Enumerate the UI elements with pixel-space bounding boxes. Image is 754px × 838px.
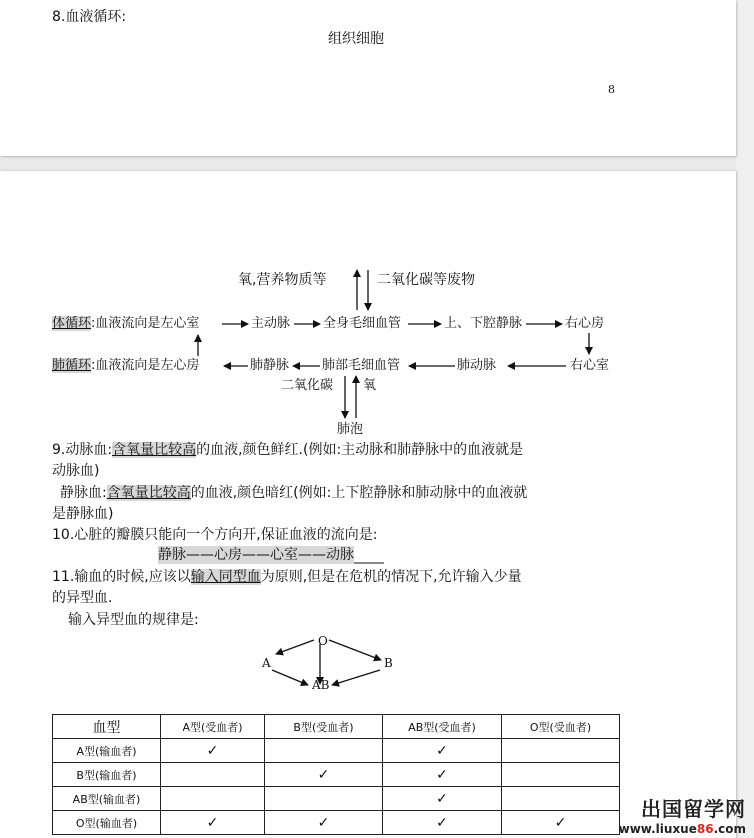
- waste-label: 二氧化碳等废物: [377, 272, 475, 288]
- p10-flow: 静脉——心房——心室——动脉: [158, 547, 354, 563]
- watermark-url-prefix: www.liuxue: [618, 822, 697, 836]
- pulmonary-end: :血液流向是左心房: [91, 358, 200, 373]
- watermark-url: [619, 822, 746, 836]
- right-atrium-label: 右心房: [565, 316, 605, 331]
- pulmonary-label: 肺循环: [52, 358, 92, 373]
- p11-line2: 的异型血.: [52, 590, 113, 606]
- row-label: AB型(输血者): [53, 787, 161, 811]
- header-cell: O型(受血者): [502, 715, 620, 739]
- oxygen-label: 氧: [363, 378, 377, 393]
- table-header-row: [53, 715, 620, 739]
- blood-type-a: A: [262, 656, 271, 670]
- p11-highlight: 输入同型血: [190, 569, 261, 585]
- p9-rest: 的血液,颜色鲜红.(例如:主动脉和肺静脉中的血液就是: [196, 442, 524, 458]
- watermark-url-num: 86: [696, 822, 714, 836]
- section-heading-8: 8.血液循环:: [52, 9, 127, 25]
- row-label: A型(输血者): [53, 739, 161, 763]
- table-cell: [502, 763, 620, 787]
- watermark-title: 出国留学网: [641, 797, 746, 821]
- lung-capillaries-label: 肺部毛细血管: [322, 358, 401, 373]
- page-number: 8: [608, 83, 615, 96]
- alveoli-label: 肺泡: [337, 422, 364, 437]
- table-row: [53, 787, 620, 811]
- arrow-b-ab: [332, 670, 380, 685]
- table-cell: ✓: [502, 811, 620, 835]
- p9-line1: [52, 441, 523, 459]
- p11-line1: [52, 568, 522, 586]
- table-cell: [161, 787, 265, 811]
- blood-type-ab: AB: [312, 678, 330, 692]
- transfusion-table: [52, 714, 620, 835]
- table-cell: ✓: [161, 811, 265, 835]
- p9b-highlight: 含氧量比较高: [106, 485, 191, 501]
- watermark-url-suffix: .com: [713, 822, 746, 836]
- p9b-line2: 是静脉血): [52, 506, 114, 522]
- p11-prefix: 11.输血的时候,应该以: [52, 569, 191, 585]
- table-cell: [265, 739, 383, 763]
- table-cell: ✓: [383, 739, 502, 763]
- table-cell: ✓: [265, 811, 383, 835]
- co2-label: 二氧化碳: [281, 378, 334, 393]
- systemic-start: :血液流向是左心室: [91, 316, 200, 331]
- row-label: O型(输血者): [53, 811, 161, 835]
- table-cell: ✓: [383, 811, 502, 835]
- pulmonary-vein-label: 肺静脉: [250, 358, 290, 373]
- blood-type-b: B: [384, 656, 393, 670]
- p11-rest: 为原则,但是在危机的情况下,允许输入少量: [260, 569, 522, 585]
- table-cell: ✓: [161, 739, 265, 763]
- arrow-o-b: [329, 640, 381, 660]
- header-cell: AB型(受血者): [383, 715, 502, 739]
- p9-line2: 动脉血): [52, 463, 100, 479]
- header-cell: B型(受血者): [265, 715, 383, 739]
- table-row: [53, 811, 620, 835]
- table-cell: [502, 787, 620, 811]
- row-label: B型(输血者): [53, 763, 161, 787]
- body-capillaries-label: 全身毛细血管: [323, 316, 402, 331]
- vena-cava-label: 上、下腔静脉: [444, 316, 523, 331]
- p9b-prefix: 静脉血:: [60, 485, 107, 501]
- arrow-o-a: [276, 640, 314, 654]
- p10-line: 10.心脏的瓣膜只能向一个方向开,保证血液的流向是:: [52, 527, 378, 543]
- aorta-label: 主动脉: [251, 316, 291, 331]
- arrow-a-ab: [272, 670, 308, 685]
- table-cell: ✓: [383, 787, 502, 811]
- pulmonary-artery-label: 肺动脉: [457, 358, 497, 373]
- nutrients-label: 氧,营养物质等: [238, 272, 327, 288]
- p11-rule: 输入异型血的规律是:: [68, 612, 199, 628]
- table-cell: [265, 787, 383, 811]
- table-cell: ✓: [383, 763, 502, 787]
- p9-highlight: 含氧量比较高: [112, 442, 197, 458]
- site-watermark: [619, 793, 746, 836]
- table-cell: ✓: [265, 763, 383, 787]
- blood-type-o: O: [318, 634, 328, 648]
- table-cell: [502, 739, 620, 763]
- right-ventricle-label: 右心室: [570, 358, 610, 373]
- systemic-label: 体循环: [52, 316, 92, 331]
- p9b-line1: [60, 484, 527, 502]
- table-cell: [161, 763, 265, 787]
- table-row: [53, 739, 620, 763]
- header-cell: A型(受血者): [161, 715, 265, 739]
- p9b-rest: 的血液,颜色暗红(例如:上下腔静脉和肺动脉中的血液就: [190, 485, 528, 501]
- tissue-cells-label: 组织细胞: [328, 31, 384, 47]
- header-cell: 血型: [53, 715, 161, 739]
- table-row: [53, 763, 620, 787]
- p9-prefix: 9.动脉血:: [52, 442, 113, 458]
